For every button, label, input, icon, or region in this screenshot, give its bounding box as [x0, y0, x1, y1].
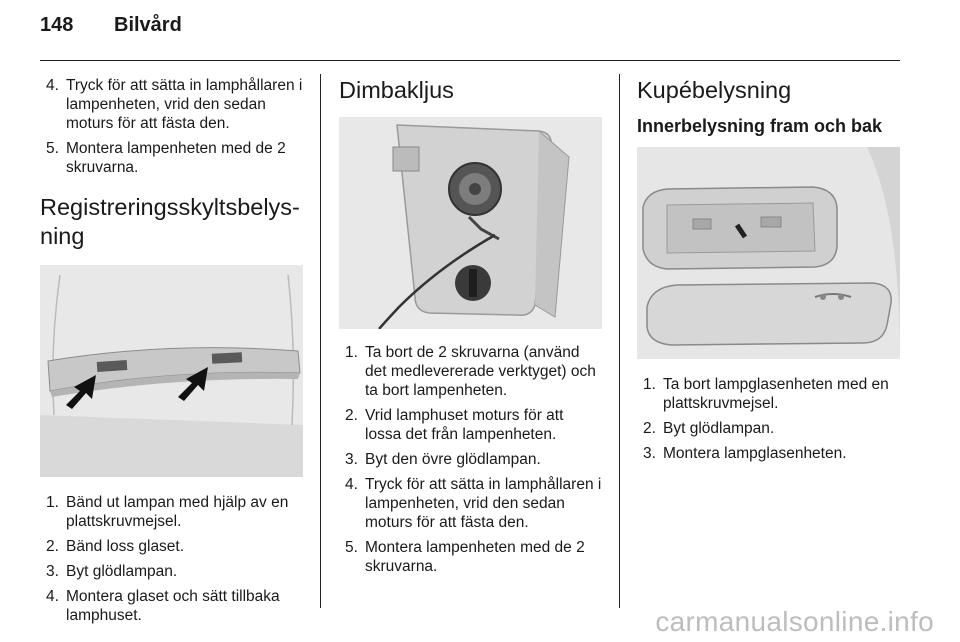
column-left [40, 76, 304, 631]
list-item: 3. Byt den övre glödlampan. [345, 451, 541, 468]
fog-light-steps-list [339, 343, 603, 576]
list-item: 1. Bänd ut lampan med hjälp av en plattskruvmejsel. [46, 494, 289, 530]
interior-light-illustration [637, 147, 900, 359]
license-plate-light-illustration [40, 265, 303, 477]
column-divider-left [320, 74, 321, 608]
interior-light-steps-list [637, 375, 901, 463]
page-header [40, 14, 182, 37]
column-right [637, 76, 901, 469]
section-heading-license-plate-light: Registreringsskyltsbelys-ning [40, 194, 300, 249]
list-item: 1. Ta bort lampglasenheten med en plattskruvmejsel. [643, 376, 889, 412]
column-middle [339, 76, 603, 582]
list-item: 3. Byt glödlampan. [46, 563, 178, 580]
watermark: carmanualsonline.info [655, 606, 934, 637]
list-item: 5. Montera lampenheten med de 2 skruvarna. [345, 539, 585, 575]
list-item: 2. Byt glödlampan. [643, 420, 775, 437]
list-item: 2. Bänd loss glaset. [46, 538, 185, 555]
list-item: 4. Tryck för att sätta in lamphållaren i lampenheten, vrid den sedan moturs för att fästa den. [345, 476, 602, 531]
subheading-front-rear-interior-light: Innerbelysning fram och bak [637, 116, 883, 136]
list-item: 4. Tryck för att sätta in lamphållaren i lampenheten, vrid den sedan moturs för att fästa den. [46, 77, 303, 132]
license-plate-steps-list [40, 493, 304, 625]
list-item: 3. Montera lampglasenheten. [643, 445, 847, 462]
section-title: Bilvård [114, 14, 182, 36]
header-rule [40, 60, 900, 61]
section-heading-fog-light: Dimbakljus [339, 77, 454, 103]
steps-continued-list [40, 76, 304, 177]
page-number: 148 [40, 14, 74, 36]
list-item: 4. Montera glaset och sätt tillbaka lamphuset. [46, 588, 280, 624]
section-heading-interior-lighting: Kupébelysning [637, 77, 792, 103]
list-item: 1. Ta bort de 2 skruvarna (använd det medlevererade verktyget) och ta bort lampenheten. [345, 344, 596, 399]
list-item: 5. Montera lampenheten med de 2 skruvarna. [46, 140, 286, 176]
column-divider-right [619, 74, 620, 608]
fog-light-illustration [339, 117, 602, 329]
list-item: 2. Vrid lamphuset moturs för att lossa det från lampenheten. [345, 407, 564, 443]
